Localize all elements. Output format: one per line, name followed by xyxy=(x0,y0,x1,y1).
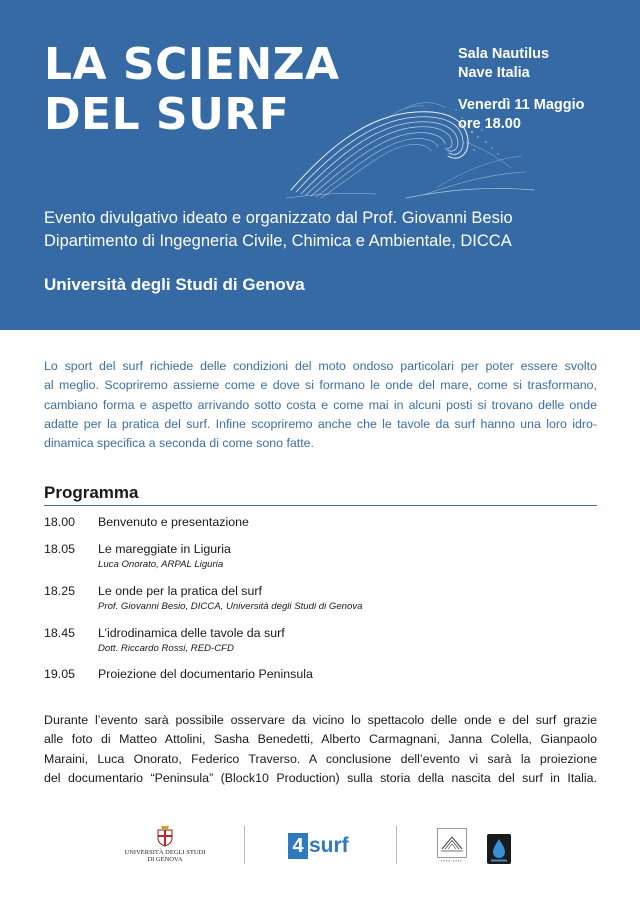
event-venue xyxy=(458,45,549,83)
venue-line: Sala Nautilus xyxy=(458,46,550,62)
event-title-line: DEL SURF xyxy=(44,89,290,140)
date-line: Venerdì 11 Maggio xyxy=(458,97,585,113)
unige-logo-line: DI GENOVA xyxy=(147,856,183,863)
unige-crest-icon xyxy=(156,825,174,847)
intro-line: cambiano forma e aspetto arrivando sotto costa e come mai in alcuni posti si trovano delle onde xyxy=(44,397,597,412)
unige-logo-text xyxy=(118,849,212,863)
4surf-logo-text: surf xyxy=(309,834,349,857)
intro-line: Lo sport del surf richiede delle condizioni del moto ondoso particolari per poter essere svolto xyxy=(44,359,597,373)
4surf-logo-mark: 4 xyxy=(288,833,308,859)
program-time: 19.05 xyxy=(44,667,76,681)
logo-divider xyxy=(396,826,397,864)
time-line: ore 18.00 xyxy=(458,116,521,132)
venue-line: Nave Italia xyxy=(458,65,530,81)
event-date xyxy=(458,96,585,134)
unige-logo-line: UNIVERSITÀ DEGLI STUDI xyxy=(124,849,206,856)
event-description xyxy=(44,207,513,253)
intro-line: al meglio. Scopriremo assieme come e dove si formano le onde del mare, come si trasformano, xyxy=(44,378,597,393)
bluewater-icon xyxy=(487,834,511,864)
closing-line: alle foto di Matteo Attolini, Sasha Benedetti, Alberto Carmagnani, Janna Colella, Gianpaolo xyxy=(44,732,597,747)
program-title: Proiezione del documentario Peninsula xyxy=(98,667,313,681)
closing-line: Maraini, Luca Onorato, Federico Traverso. A conclusione dell’evento vi sarà la proiezione xyxy=(44,751,597,766)
program-speaker: Luca Onorato, ARPAL Liguria xyxy=(98,559,224,570)
department-line: Dipartimento di Ingegneria Civile, Chimica e Ambientale, DICCA xyxy=(44,232,512,250)
program-title: Le onde per la pratica del surf xyxy=(98,584,262,598)
program-title: Benvenuto e presentazione xyxy=(98,515,249,529)
header-banner xyxy=(0,0,640,330)
sponsor-logos xyxy=(0,820,640,890)
program-divider xyxy=(44,505,597,506)
event-title-line: LA SCIENZA xyxy=(44,39,340,90)
4surf-logo xyxy=(288,833,349,861)
program-heading: Programma xyxy=(44,483,139,502)
organizer-line: Evento divulgativo ideato e organizzato dal Prof. Giovanni Besio xyxy=(44,209,513,227)
program-time: 18.00 xyxy=(44,515,76,529)
surf-association-icon xyxy=(437,828,467,858)
intro-paragraph xyxy=(44,357,597,453)
program-time: 18.05 xyxy=(44,542,76,556)
program-title: L’idrodinamica delle tavole da surf xyxy=(98,626,285,640)
intro-line: dinamica specifica a seconda di come sono fatte. xyxy=(44,436,314,451)
closing-line: Durante l’evento sarà possibile osservare da vicino lo spettacolo delle onde e del surf grazie xyxy=(44,713,597,727)
program-time: 18.25 xyxy=(44,584,76,598)
logo-divider xyxy=(244,826,245,864)
program-speaker: Prof. Giovanni Besio, DICCA, Università degli Studi di Genova xyxy=(98,601,363,612)
program-time: 18.45 xyxy=(44,626,76,640)
closing-paragraph xyxy=(44,711,597,788)
university-name: Università degli Studi di Genova xyxy=(44,275,305,294)
intro-line: adatte per la pratica del surf. Infine scopriremo anche che le tavole da surf hanno una loro idro- xyxy=(44,416,597,431)
closing-line: del documentario “Peninsula” (Block10 Production) sulla storia della nascita del surf in Italia. xyxy=(44,770,597,785)
surf-association-caption: ▪▪▪▪ ▪▪▪▪ xyxy=(441,858,463,863)
program-speaker: Dott. Riccardo Rossi, RED-CFD xyxy=(98,643,234,654)
program-title: Le mareggiate in Liguria xyxy=(98,542,231,556)
